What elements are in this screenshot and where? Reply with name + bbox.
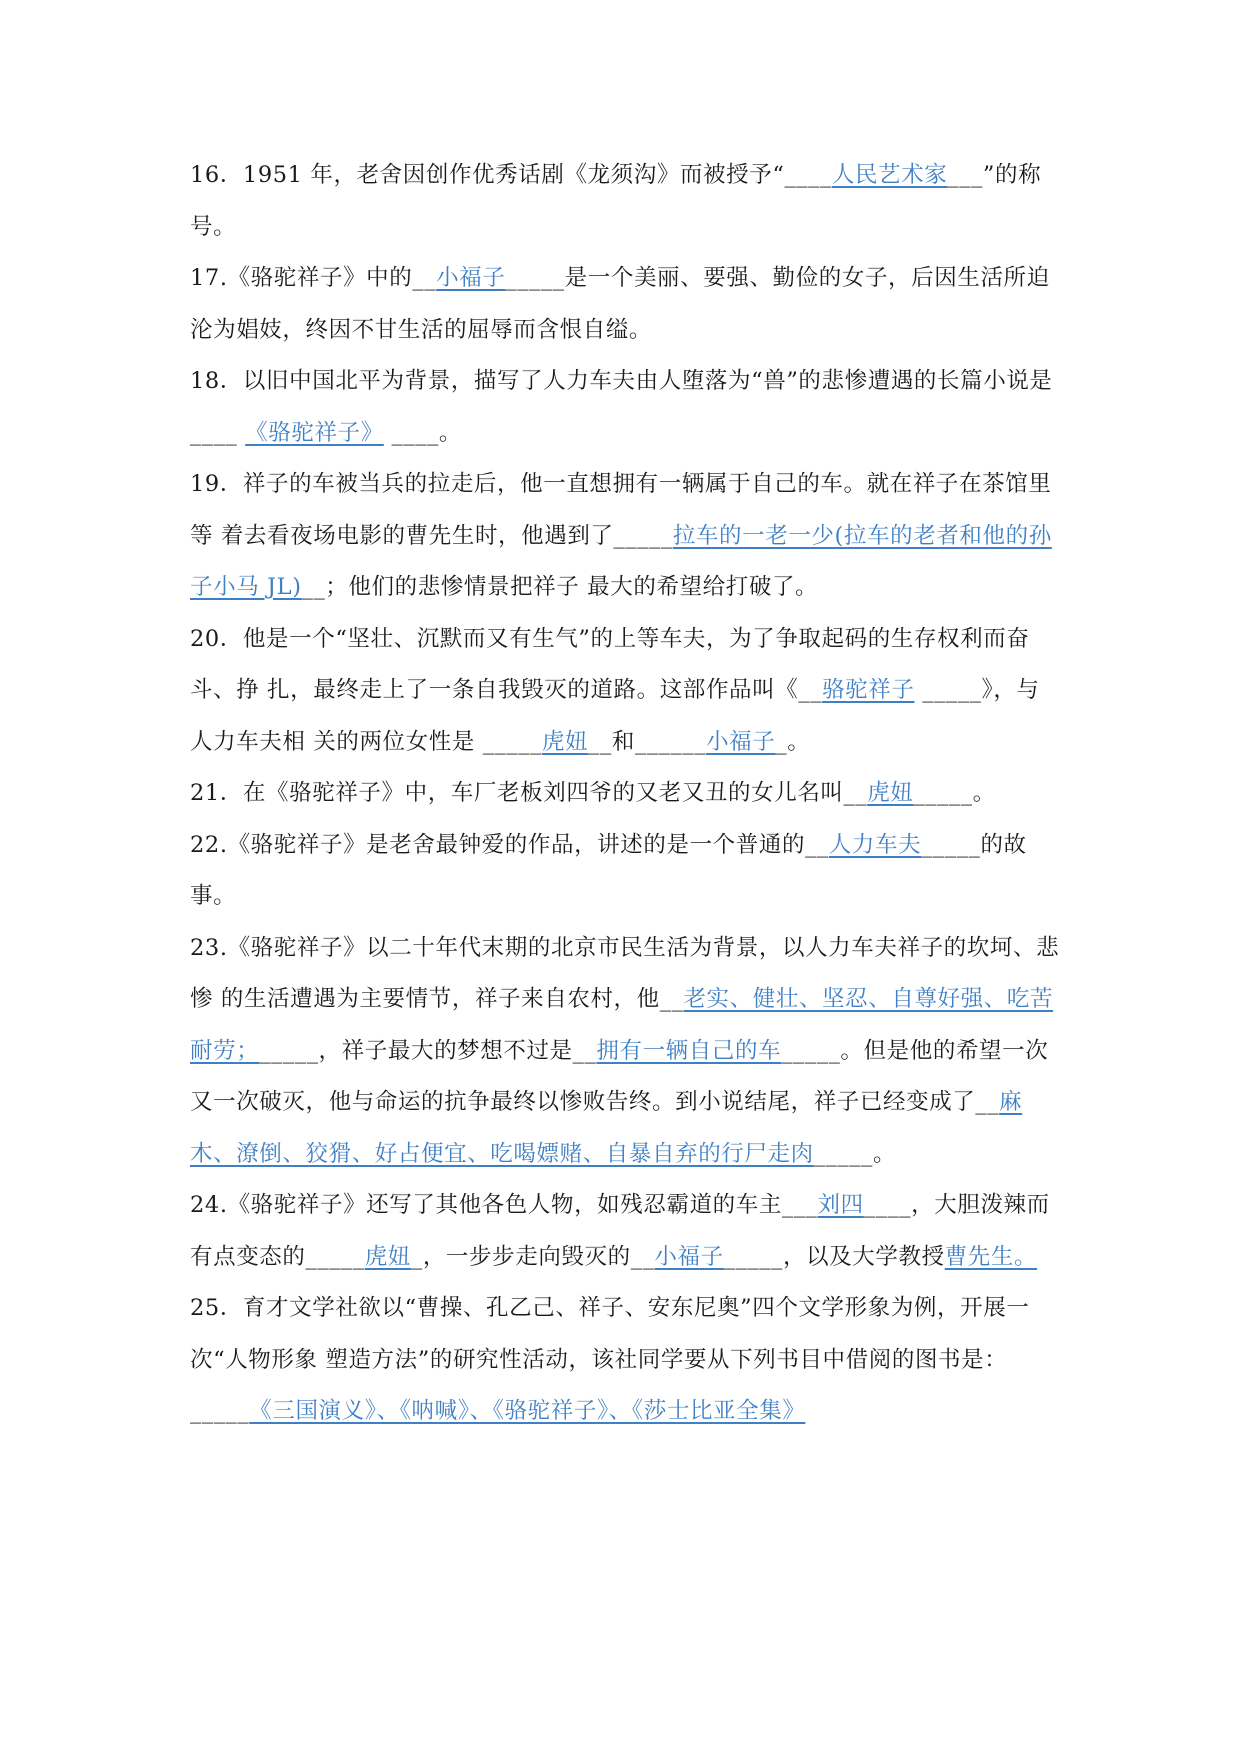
- question-text: _____。但是他的希望一次又一次破灭，他与命运的抗争最终以惨败告终。到小说结尾，祥子已经变成了__: [190, 1037, 1049, 1115]
- question-text: 24.《骆驼祥子》还写了其他各色人物，如残忍霸道的车主___: [190, 1192, 818, 1218]
- answer-text: 人民艺术家: [831, 162, 948, 188]
- answer-text: 刘四: [817, 1192, 864, 1218]
- answer-text: 人力车夫: [828, 831, 922, 858]
- document-body: [190, 150, 1060, 1438]
- answer-text: 麻木、潦倒、狡猾、好占便宜、吃喝嫖赌、自暴自弃的行尸走肉: [190, 1089, 1023, 1167]
- question-text: 21．在《骆驼祥子》中，车厂老板刘四爷的又老又丑的女儿名叫__: [190, 780, 868, 806]
- question-text: _____，祥子最大的梦想不过是__: [259, 1037, 597, 1064]
- question-text: _____。: [813, 1140, 897, 1167]
- question-text: 20．他是一个“坚壮、沉默而又有生气”的上等车夫，为了争取起码的生存权利而奋斗、挣 扎，最终走上了一条自我毁灭的道路。这部作品叫《__: [190, 625, 1030, 703]
- question-22: [190, 820, 1060, 923]
- answer-text: 拥有一辆自己的车: [596, 1037, 782, 1064]
- question-text: ____。: [383, 419, 463, 446]
- question-16: [190, 150, 1060, 253]
- question-20: [190, 614, 1060, 769]
- answer-text: 虎妞: [867, 780, 914, 806]
- answer-text: 骆驼祥子: [822, 677, 915, 703]
- question-25: [190, 1283, 1060, 1438]
- answer-text: 曹先生。: [944, 1243, 1038, 1270]
- question-text: 25．育才文学社欲以“曹操、孔乙己、祥子、安东尼奥”四个文学形象为例，开展一次“人物形象 塑造方法”的研究性活动，该社同学要从下列书目中借阅的图书是：_____: [190, 1295, 1030, 1424]
- question-text: _____是一个美丽、要强、勤俭的女子，后因生活所迫沦为娼妓，终因不甘生活的屈辱而含恨自缢。: [190, 265, 1050, 343]
- question-21: [190, 768, 1060, 820]
- question-text: _____。: [913, 780, 996, 806]
- question-text: _____的故事。: [190, 831, 1027, 909]
- question-text: 17.《骆驼祥子》中的__: [190, 265, 437, 291]
- question-18: [190, 356, 1060, 459]
- question-19: [190, 459, 1060, 614]
- question-text: _。: [775, 728, 811, 755]
- question-text: ___”的称号。: [190, 162, 1042, 240]
- question-text: __和______: [588, 728, 707, 755]
- question-text: 23.《骆驼祥子》以二十年代末期的北京市民生活为背景，以人力车夫祥子的坎坷、悲惨 的生活遭遇为主要情节，祥子来自农村，他__: [190, 934, 1060, 1012]
- question-text: 22.《骆驼祥子》是老舍最钟爱的作品，讲述的是一个普通的__: [190, 831, 829, 858]
- question-text: __；他们的悲惨情景把祥子 最大的希望给打破了。: [301, 574, 819, 600]
- question-text: 16．1951 年，老舍因创作优秀话剧《龙须沟》而被授予“____: [190, 162, 832, 188]
- question-text: 19．祥子的车被当兵的拉走后，他一直想拥有一辆属于自己的车。就在祥子在茶馆里等 着去看夜场电影的曹先生时，他遇到了_____: [190, 471, 1052, 549]
- answer-text: 《三国演义》、《呐喊》、《骆驼祥子》、《莎士比亚全集》: [249, 1398, 806, 1424]
- question-17: [190, 253, 1060, 356]
- answer-text: 虎妞: [541, 728, 589, 755]
- question-24: [190, 1180, 1060, 1283]
- question-text: _，一步步走向毁灭的__: [410, 1243, 655, 1270]
- answer-text: 小福子: [654, 1243, 724, 1270]
- answer-text: 《骆驼祥子》: [245, 419, 384, 446]
- answer-text: 小福子: [706, 728, 776, 755]
- question-23: [190, 923, 1060, 1181]
- answer-text: 小福子: [436, 265, 506, 291]
- question-text: _____，以及大学教授: [723, 1243, 945, 1270]
- question-text: ____，大胆泼辣而有点变态的_____: [190, 1192, 1050, 1270]
- question-text: _____》，与人力车夫相 关的两位女性是 _____: [190, 677, 1040, 755]
- answer-text: 虎妞: [364, 1243, 411, 1270]
- question-text: 18．以旧中国北平为背景，描写了人力车夫由人堕落为“兽”的悲惨遭遇的长篇小说是____: [190, 368, 1053, 446]
- answer-text: 拉车的一老一少(拉车的老者和他的孙子小马 JL): [190, 522, 1052, 600]
- answer-text: 老实、健壮、坚忍、自尊好强、吃苦耐劳；: [190, 986, 1054, 1064]
